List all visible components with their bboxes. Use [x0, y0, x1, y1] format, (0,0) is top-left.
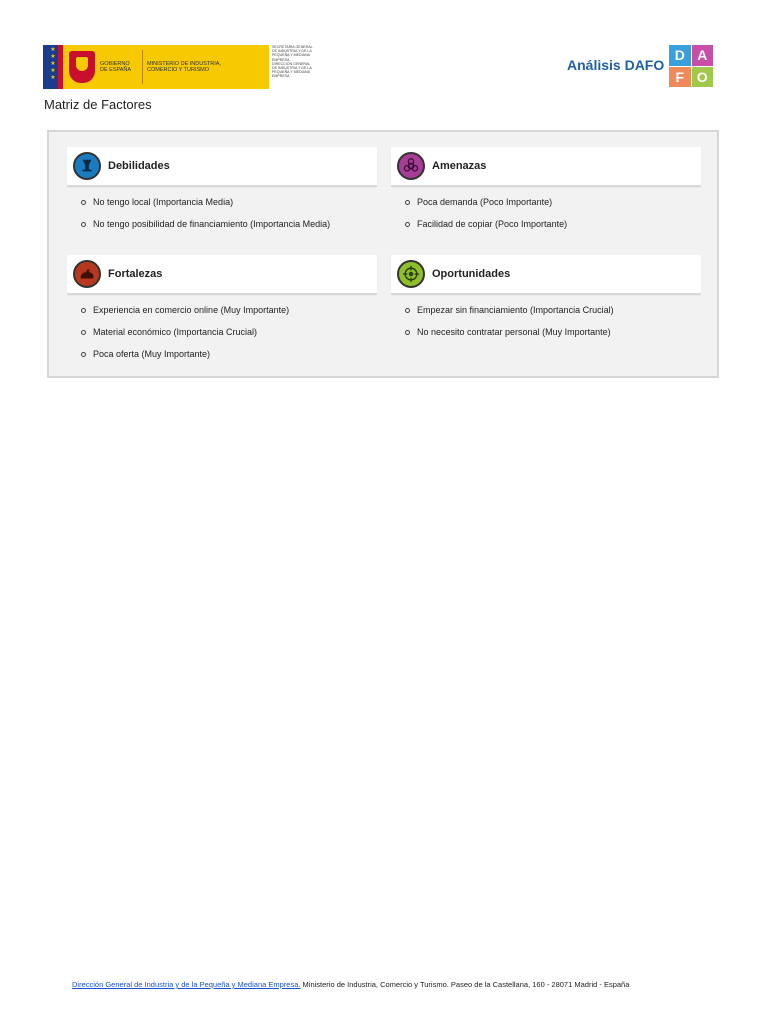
factor-list — [391, 187, 701, 231]
gov-label: GOBIERNO DE ESPAÑA — [100, 61, 132, 73]
dafo-logo — [669, 45, 713, 87]
quadrant-header — [391, 147, 701, 187]
factor-list — [67, 187, 377, 231]
quadrant-title: Oportunidades — [432, 268, 511, 280]
factor-list — [391, 295, 701, 339]
list-item: Poca oferta (Muy Importante) — [67, 348, 377, 361]
ministry-label: MINISTERIO DE INDUSTRIA, COMERCIO Y TURISMO — [147, 61, 221, 73]
dafo-letter-f: F — [669, 67, 691, 88]
quadrant-title: Fortalezas — [108, 268, 163, 280]
government-logo — [43, 45, 313, 89]
quadrant-debilidades — [67, 147, 377, 240]
quadrant-header — [391, 255, 701, 295]
eu-flag-icon: ★ ★ ★ ★ ★ — [43, 45, 63, 89]
page-title: Matriz de Factores — [44, 97, 152, 112]
factor-list — [67, 295, 377, 361]
list-item: No tengo local (Importancia Media) — [67, 196, 377, 209]
quadrant-amenazas — [391, 147, 701, 240]
list-item: Poca demanda (Poco Importante) — [391, 196, 701, 209]
coat-of-arms-icon — [69, 51, 95, 83]
dafo-letter-o: O — [692, 67, 714, 88]
list-item: Experiencia en comercio online (Muy Importante) — [67, 304, 377, 317]
dafo-letter-a: A — [692, 45, 714, 66]
target-icon — [397, 260, 425, 288]
secretaria-label: SECRETARÍA GENERAL DE INDUSTRIA Y DE LA PEQUEÑA Y MEDIANA EMPRESA DIRECCIÓN GENERAL DE INDUSTRIA Y DE LA PEQUEÑA Y MEDIANA EMPRESA — [272, 45, 313, 79]
quadrant-fortalezas — [67, 255, 377, 370]
quadrant-title: Amenazas — [432, 160, 487, 172]
biohazard-icon — [397, 152, 425, 180]
page-footer — [72, 980, 629, 989]
dafo-letter-d: D — [669, 45, 691, 66]
list-item: No necesito contratar personal (Muy Importante) — [391, 326, 701, 339]
quadrant-header — [67, 255, 377, 295]
footer-address: Ministerio de Industria, Comercio y Turismo. Paseo de la Castellana, 160 - 28071 Madrid - España — [300, 980, 630, 989]
list-item: Facilidad de copiar (Poco Importante) — [391, 218, 701, 231]
list-item: No tengo posibilidad de financiamiento (Importancia Media) — [67, 218, 377, 231]
factor-matrix — [47, 130, 719, 378]
flexed-arm-icon — [73, 260, 101, 288]
quadrant-title: Debilidades — [108, 160, 170, 172]
quadrant-oportunidades — [391, 255, 701, 348]
footer-link[interactable]: Dirección General de Industria y de la Pequeña y Mediana Empresa. — [72, 980, 301, 989]
app-title: Análisis DAFO — [567, 57, 665, 73]
list-item: Empezar sin financiamiento (Importancia Crucial) — [391, 304, 701, 317]
quadrant-header — [67, 147, 377, 187]
ministry-logo-band — [63, 45, 269, 89]
list-item: Material económico (Importancia Crucial) — [67, 326, 377, 339]
goblet-icon — [73, 152, 101, 180]
